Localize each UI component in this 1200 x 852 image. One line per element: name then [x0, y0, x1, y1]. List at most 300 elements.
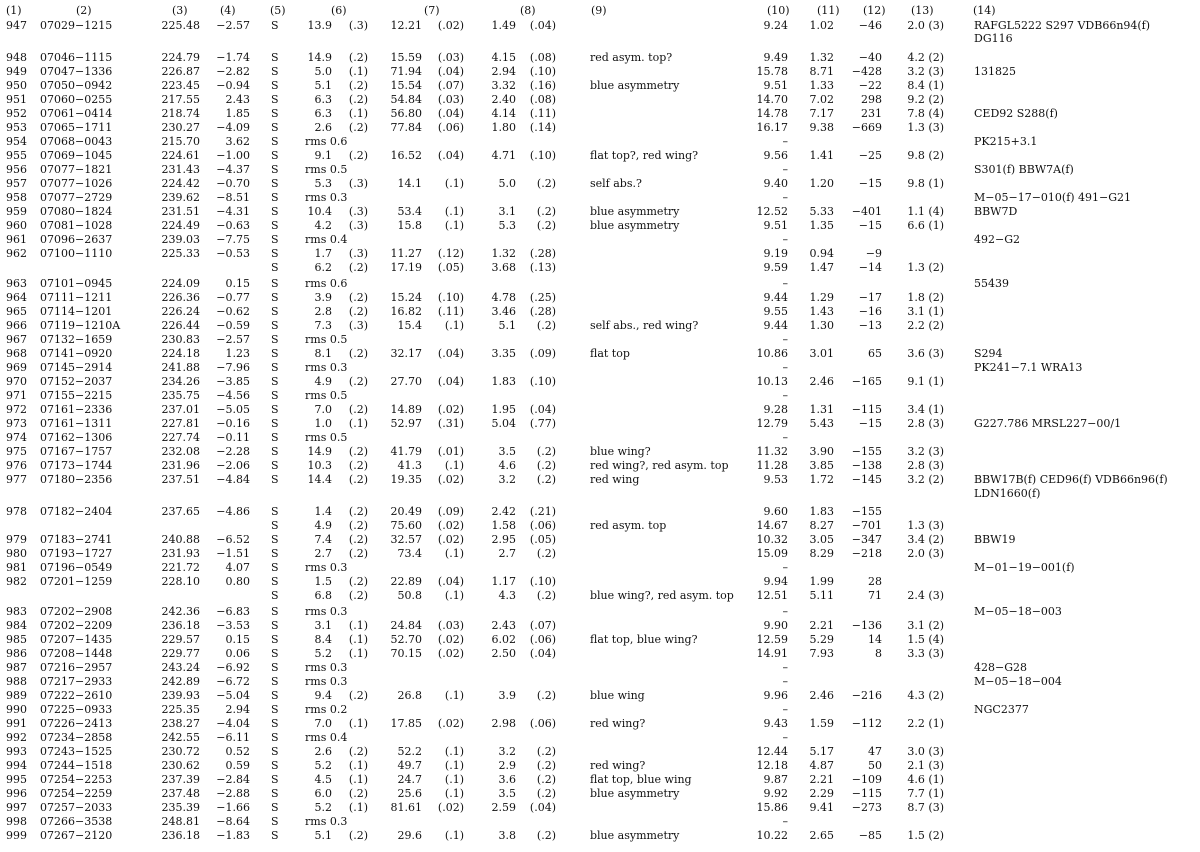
- cell-c1: 975: [6, 445, 27, 458]
- cell-c7b: (.05): [437, 261, 464, 274]
- cell-c6a: 2.8: [314, 305, 332, 318]
- cell-c4: −2.82: [216, 65, 250, 78]
- cell-c13: 9.8 (2): [907, 149, 944, 162]
- cell-c10: 14.78: [756, 107, 788, 120]
- cell-c9: blue asymmetry: [590, 79, 680, 92]
- cell-c5: S: [271, 647, 279, 660]
- cell-c12: −155: [851, 445, 882, 458]
- cell-c4: 1.85: [225, 107, 250, 120]
- cell-c3: 224.18: [161, 347, 200, 360]
- cell-c12: −701: [851, 519, 882, 532]
- cell-c5: S: [271, 445, 279, 458]
- cell-c6a: 7.4: [314, 533, 332, 546]
- cell-c1: 948: [6, 51, 27, 64]
- cell-c6a: 13.9: [307, 19, 332, 32]
- cell-c1: 973: [6, 417, 27, 430]
- cell-c3: 226.87: [161, 65, 200, 78]
- cell-c8b: (.2): [536, 473, 556, 486]
- cell-c13: 1.5 (2): [907, 829, 944, 842]
- cell-c6a: 6.0: [314, 787, 332, 800]
- cell-c8b: (.09): [529, 347, 556, 360]
- cell-c3: 236.18: [161, 829, 200, 842]
- cell-c14: LDN1660(f): [974, 487, 1041, 500]
- cell-c8a: 1.49: [491, 19, 516, 32]
- cell-c7b: (.02): [437, 633, 464, 646]
- cell-c13: 2.8 (3): [907, 417, 944, 430]
- cell-c5: S: [271, 219, 279, 232]
- column-header-11: (11): [817, 4, 840, 17]
- cell-c1: 964: [6, 291, 27, 304]
- cell-c3: 248.81: [161, 815, 200, 828]
- cell-c1: 958: [6, 191, 27, 204]
- cell-c10: 12.79: [756, 417, 788, 430]
- cell-c1: 990: [6, 703, 27, 716]
- cell-c6b: (.3): [348, 177, 368, 190]
- cell-c9: flat top, blue wing: [590, 773, 692, 786]
- cell-c11: 1.02: [809, 19, 834, 32]
- cell-c10: –: [782, 333, 788, 346]
- cell-c1: 978: [6, 505, 27, 518]
- cell-c10: 9.96: [763, 689, 788, 702]
- cell-c9: red asym. top: [590, 519, 667, 532]
- cell-c4: 3.62: [225, 135, 250, 148]
- cell-c11: 2.46: [809, 375, 834, 388]
- cell-c6a: 2.6: [314, 121, 332, 134]
- cell-c4: 0.80: [225, 575, 250, 588]
- cell-c10: 9.28: [763, 403, 788, 416]
- cell-c10: 14.70: [756, 93, 788, 106]
- cell-rms: rms 0.3: [305, 361, 348, 374]
- cell-c14: RAFGL5222 S297 VDB66n94(f): [974, 19, 1151, 32]
- cell-c3: 239.03: [161, 233, 200, 246]
- cell-c2: 07234−2858: [40, 731, 113, 744]
- cell-c7a: 29.6: [397, 829, 422, 842]
- cell-c8b: (.2): [536, 689, 556, 702]
- cell-c13: 3.3 (3): [907, 647, 944, 660]
- cell-c8b: (.2): [536, 459, 556, 472]
- cell-c6b: (.2): [348, 149, 368, 162]
- cell-c9: blue asymmetry: [590, 829, 680, 842]
- cell-c6a: 9.4: [314, 689, 332, 702]
- cell-c12: −112: [851, 717, 882, 730]
- cell-c7a: 52.2: [397, 745, 422, 758]
- cell-c6b: (.2): [348, 305, 368, 318]
- cell-c1: 972: [6, 403, 27, 416]
- cell-c12: −22: [858, 79, 882, 92]
- cell-c7b: (.02): [437, 19, 464, 32]
- cell-c11: 1.33: [809, 79, 834, 92]
- cell-c7a: 12.21: [390, 19, 422, 32]
- cell-c6a: 14.4: [307, 473, 332, 486]
- cell-c2: 07216−2957: [40, 661, 113, 674]
- cell-c13: 3.2 (3): [907, 65, 944, 78]
- cell-c5: S: [271, 51, 279, 64]
- cell-c8b: (.2): [536, 219, 556, 232]
- cell-c5: S: [271, 149, 279, 162]
- cell-c1: 988: [6, 675, 27, 688]
- cell-c8a: 2.94: [491, 65, 516, 78]
- cell-c7a: 17.85: [390, 717, 422, 730]
- cell-c6b: (.1): [348, 619, 368, 632]
- cell-c7b: (.04): [437, 107, 464, 120]
- cell-c9: red wing?, red asym. top: [590, 459, 729, 472]
- cell-c5: S: [271, 107, 279, 120]
- cell-c13: 3.6 (3): [907, 347, 944, 360]
- cell-c6a: 5.0: [314, 65, 332, 78]
- cell-c8b: (.06): [529, 717, 556, 730]
- cell-c6a: 7.0: [314, 403, 332, 416]
- cell-c4: −1.83: [216, 829, 250, 842]
- cell-c6a: 5.2: [314, 801, 332, 814]
- cell-c14: NGC2377: [974, 703, 1029, 716]
- cell-c12: −115: [851, 787, 882, 800]
- cell-c2: 07225−0933: [40, 703, 113, 716]
- cell-c2: 07161−1311: [40, 417, 113, 430]
- cell-c10: 9.51: [763, 219, 788, 232]
- cell-c9: blue wing?, red asym. top: [590, 589, 734, 602]
- cell-c3: 237.65: [161, 505, 200, 518]
- cell-c10: 9.94: [763, 575, 788, 588]
- cell-c2: 07167−1757: [40, 445, 113, 458]
- cell-c2: 07162−1306: [40, 431, 113, 444]
- cell-c5: S: [271, 135, 279, 148]
- cell-c2: 07202−2908: [40, 605, 113, 618]
- cell-c8b: (.2): [536, 445, 556, 458]
- cell-c4: −4.04: [216, 717, 250, 730]
- cell-c8a: 2.95: [491, 533, 516, 546]
- cell-c4: −4.09: [216, 121, 250, 134]
- cell-c8b: (.28): [529, 305, 556, 318]
- cell-c3: 230.27: [161, 121, 200, 134]
- cell-c11: 2.21: [809, 619, 834, 632]
- cell-c14: 492−G2: [974, 233, 1020, 246]
- cell-c4: −3.85: [216, 375, 250, 388]
- cell-c3: 230.83: [161, 333, 200, 346]
- cell-c8b: (.11): [529, 107, 556, 120]
- cell-c1: 968: [6, 347, 27, 360]
- cell-c11: 1.20: [809, 177, 834, 190]
- cell-c5: S: [271, 561, 279, 574]
- cell-c7b: (.12): [437, 247, 464, 260]
- cell-c1: 947: [6, 19, 27, 32]
- cell-c8b: (.2): [536, 787, 556, 800]
- cell-c10: –: [782, 661, 788, 674]
- cell-c4: −2.57: [216, 333, 250, 346]
- cell-c14: M−05−18−003: [974, 605, 1062, 618]
- cell-c3: 230.62: [161, 759, 200, 772]
- cell-c4: −0.53: [216, 247, 250, 260]
- cell-c12: −40: [858, 51, 882, 64]
- cell-c6b: (.2): [348, 375, 368, 388]
- cell-c5: S: [271, 745, 279, 758]
- cell-c3: 237.39: [161, 773, 200, 786]
- cell-c7b: (.04): [437, 347, 464, 360]
- cell-c1: 967: [6, 333, 27, 346]
- cell-c8b: (.06): [529, 633, 556, 646]
- cell-c7a: 16.52: [390, 149, 422, 162]
- cell-c7a: 16.82: [390, 305, 422, 318]
- cell-c1: 993: [6, 745, 27, 758]
- cell-c1: 979: [6, 533, 27, 546]
- cell-c14: BBW7D: [974, 205, 1018, 218]
- cell-c5: S: [271, 473, 279, 486]
- cell-c11: 1.35: [809, 219, 834, 232]
- cell-c6b: (.3): [348, 247, 368, 260]
- cell-c1: 951: [6, 93, 27, 106]
- cell-c11: 1.30: [809, 319, 834, 332]
- cell-c6b: (.2): [348, 291, 368, 304]
- cell-c1: 980: [6, 547, 27, 560]
- cell-c4: −6.11: [216, 731, 250, 744]
- cell-c10: –: [782, 135, 788, 148]
- cell-c5: S: [271, 815, 279, 828]
- cell-c14: BBW19: [974, 533, 1016, 546]
- cell-c5: S: [271, 375, 279, 388]
- cell-c8a: 2.7: [498, 547, 516, 560]
- cell-c7b: (.1): [444, 759, 464, 772]
- cell-c6b: (.2): [348, 589, 368, 602]
- cell-rms: rms 0.4: [305, 731, 348, 744]
- cell-c7b: (.10): [437, 291, 464, 304]
- cell-c6b: (.1): [348, 759, 368, 772]
- cell-c6a: 5.3: [314, 177, 332, 190]
- cell-c5: S: [271, 389, 279, 402]
- cell-c8a: 3.6: [498, 773, 516, 786]
- cell-rms: rms 0.5: [305, 333, 348, 346]
- cell-c2: 07068−0043: [40, 135, 113, 148]
- cell-c7a: 15.4: [397, 319, 422, 332]
- cell-c7a: 81.61: [390, 801, 422, 814]
- cell-c8b: (.05): [529, 533, 556, 546]
- cell-c10: 10.22: [756, 829, 788, 842]
- cell-c7a: 15.24: [390, 291, 422, 304]
- cell-c12: −14: [858, 261, 882, 274]
- cell-rms: rms 0.6: [305, 135, 348, 148]
- cell-c7b: (.04): [437, 375, 464, 388]
- cell-c10: 9.19: [763, 247, 788, 260]
- cell-c6b: (.1): [348, 801, 368, 814]
- cell-c11: 1.59: [809, 717, 834, 730]
- cell-c10: –: [782, 815, 788, 828]
- cell-c3: 225.35: [161, 703, 200, 716]
- cell-c2: 07152−2037: [40, 375, 113, 388]
- cell-c7a: 70.15: [390, 647, 422, 660]
- cell-c13: 2.4 (3): [907, 589, 944, 602]
- cell-c6a: 1.0: [314, 417, 332, 430]
- cell-c12: −218: [851, 547, 882, 560]
- cell-c5: S: [271, 361, 279, 374]
- cell-c6b: (.1): [348, 417, 368, 430]
- cell-c14: CED92 S288(f): [974, 107, 1058, 120]
- cell-c8a: 5.1: [498, 319, 516, 332]
- cell-c3: 230.72: [161, 745, 200, 758]
- cell-c7b: (.01): [437, 445, 464, 458]
- cell-c11: 0.94: [809, 247, 834, 260]
- cell-c1: 974: [6, 431, 27, 444]
- cell-c6b: (.3): [348, 319, 368, 332]
- cell-c5: S: [271, 121, 279, 134]
- cell-c6b: (.2): [348, 93, 368, 106]
- cell-c13: 3.1 (2): [907, 619, 944, 632]
- cell-c8b: (.04): [529, 19, 556, 32]
- cell-c6b: (.2): [348, 689, 368, 702]
- cell-c7b: (.03): [437, 619, 464, 632]
- cell-c8a: 3.46: [491, 305, 516, 318]
- cell-c4: −5.04: [216, 689, 250, 702]
- cell-c5: S: [271, 459, 279, 472]
- cell-c8b: (.13): [529, 261, 556, 274]
- cell-c4: −8.51: [216, 191, 250, 204]
- cell-c5: S: [271, 305, 279, 318]
- cell-c5: S: [271, 661, 279, 674]
- cell-c1: 956: [6, 163, 27, 176]
- cell-c3: 239.62: [161, 191, 200, 204]
- cell-c1: 962: [6, 247, 27, 260]
- cell-c7b: (.02): [437, 403, 464, 416]
- cell-c1: 998: [6, 815, 27, 828]
- cell-c6a: 1.7: [314, 247, 332, 260]
- cell-c2: 07046−1115: [40, 51, 113, 64]
- column-header-14: (14): [973, 4, 996, 17]
- cell-c12: −115: [851, 403, 882, 416]
- cell-c12: −145: [851, 473, 882, 486]
- cell-c7b: (.1): [444, 459, 464, 472]
- cell-c1: 961: [6, 233, 27, 246]
- cell-c10: 10.86: [756, 347, 788, 360]
- cell-c1: 994: [6, 759, 27, 772]
- cell-c2: 07047−1336: [40, 65, 113, 78]
- cell-c14: 131825: [974, 65, 1016, 78]
- cell-c5: S: [271, 403, 279, 416]
- cell-c14: S294: [974, 347, 1003, 360]
- cell-c3: 231.93: [161, 547, 200, 560]
- cell-c14: 55439: [974, 277, 1009, 290]
- cell-c8b: (.2): [536, 177, 556, 190]
- cell-c8a: 4.14: [491, 107, 516, 120]
- cell-c3: 231.43: [161, 163, 200, 176]
- cell-c6b: (.2): [348, 403, 368, 416]
- cell-c6b: (.3): [348, 19, 368, 32]
- cell-c5: S: [271, 191, 279, 204]
- cell-c7a: 56.80: [390, 107, 422, 120]
- cell-c3: 231.51: [161, 205, 200, 218]
- column-header-4: (4): [220, 4, 236, 17]
- cell-c10: 9.51: [763, 79, 788, 92]
- cell-c1: 999: [6, 829, 27, 842]
- cell-c10: 12.52: [756, 205, 788, 218]
- cell-c6a: 4.9: [314, 375, 332, 388]
- cell-c7b: (.06): [437, 121, 464, 134]
- cell-c7a: 49.7: [397, 759, 422, 772]
- cell-c4: −7.75: [216, 233, 250, 246]
- cell-c2: 07114−1201: [40, 305, 113, 318]
- cell-c7a: 22.89: [390, 575, 422, 588]
- cell-c8a: 2.43: [491, 619, 516, 632]
- cell-c7a: 19.35: [390, 473, 422, 486]
- cell-c8a: 3.9: [498, 689, 516, 702]
- cell-c9: flat top, blue wing?: [590, 633, 698, 646]
- cell-c6a: 6.3: [314, 93, 332, 106]
- cell-c10: 12.18: [756, 759, 788, 772]
- cell-c5: S: [271, 547, 279, 560]
- cell-c4: 0.52: [225, 745, 250, 758]
- cell-rms: rms 0.5: [305, 431, 348, 444]
- cell-c10: 9.44: [763, 291, 788, 304]
- cell-c11: 1.32: [809, 51, 834, 64]
- cell-c8a: 4.78: [491, 291, 516, 304]
- cell-c10: 15.09: [756, 547, 788, 560]
- cell-c10: –: [782, 233, 788, 246]
- cell-c7a: 17.19: [390, 261, 422, 274]
- cell-c14: M−01−19−001(f): [974, 561, 1075, 574]
- cell-c11: 5.29: [809, 633, 834, 646]
- cell-c8b: (.16): [529, 79, 556, 92]
- cell-c3: 225.48: [161, 19, 200, 32]
- cell-c12: −16: [858, 305, 882, 318]
- cell-c1: 989: [6, 689, 27, 702]
- cell-c6b: (.2): [348, 121, 368, 134]
- cell-c2: 07257−2033: [40, 801, 113, 814]
- cell-c5: S: [271, 801, 279, 814]
- cell-c8a: 3.2: [498, 745, 516, 758]
- cell-c6b: (.1): [348, 633, 368, 646]
- cell-c4: 0.15: [225, 633, 250, 646]
- cell-c4: −8.64: [216, 815, 250, 828]
- cell-c13: 3.2 (2): [907, 473, 944, 486]
- cell-c7b: (.02): [437, 473, 464, 486]
- cell-c6a: 9.1: [314, 149, 332, 162]
- cell-c7b: (.07): [437, 79, 464, 92]
- cell-c9: red asym. top?: [590, 51, 673, 64]
- cell-c13: 2.1 (3): [907, 759, 944, 772]
- cell-c8a: 3.2: [498, 473, 516, 486]
- cell-c9: self abs.?: [590, 177, 642, 190]
- cell-c2: 07182−2404: [40, 505, 113, 518]
- cell-c6a: 1.5: [314, 575, 332, 588]
- cell-c3: 232.08: [161, 445, 200, 458]
- cell-c2: 07061−0414: [40, 107, 113, 120]
- cell-c11: 1.99: [809, 575, 834, 588]
- cell-c12: −85: [858, 829, 882, 842]
- cell-c8a: 3.32: [491, 79, 516, 92]
- cell-c6b: (.3): [348, 219, 368, 232]
- cell-c10: 9.60: [763, 505, 788, 518]
- cell-c13: 3.4 (1): [907, 403, 944, 416]
- cell-c12: −428: [851, 65, 882, 78]
- cell-c8a: 3.35: [491, 347, 516, 360]
- cell-c2: 07244−1518: [40, 759, 113, 772]
- cell-c6a: 10.3: [307, 459, 332, 472]
- cell-c3: 223.45: [161, 79, 200, 92]
- cell-c4: −0.16: [216, 417, 250, 430]
- cell-c12: −155: [851, 505, 882, 518]
- cell-c12: −17: [858, 291, 882, 304]
- cell-c5: S: [271, 347, 279, 360]
- cell-c12: −46: [858, 19, 882, 32]
- cell-c10: –: [782, 191, 788, 204]
- cell-c8b: (.06): [529, 519, 556, 532]
- cell-c6a: 10.4: [307, 205, 332, 218]
- cell-c3: 227.74: [161, 431, 200, 444]
- cell-c2: 07266−3538: [40, 815, 113, 828]
- cell-c6a: 4.5: [314, 773, 332, 786]
- cell-c13: 1.5 (4): [907, 633, 944, 646]
- cell-c8a: 5.3: [498, 219, 516, 232]
- cell-c10: 9.90: [763, 619, 788, 632]
- cell-c5: S: [271, 689, 279, 702]
- cell-c3: 240.88: [161, 533, 200, 546]
- cell-c3: 221.72: [161, 561, 200, 574]
